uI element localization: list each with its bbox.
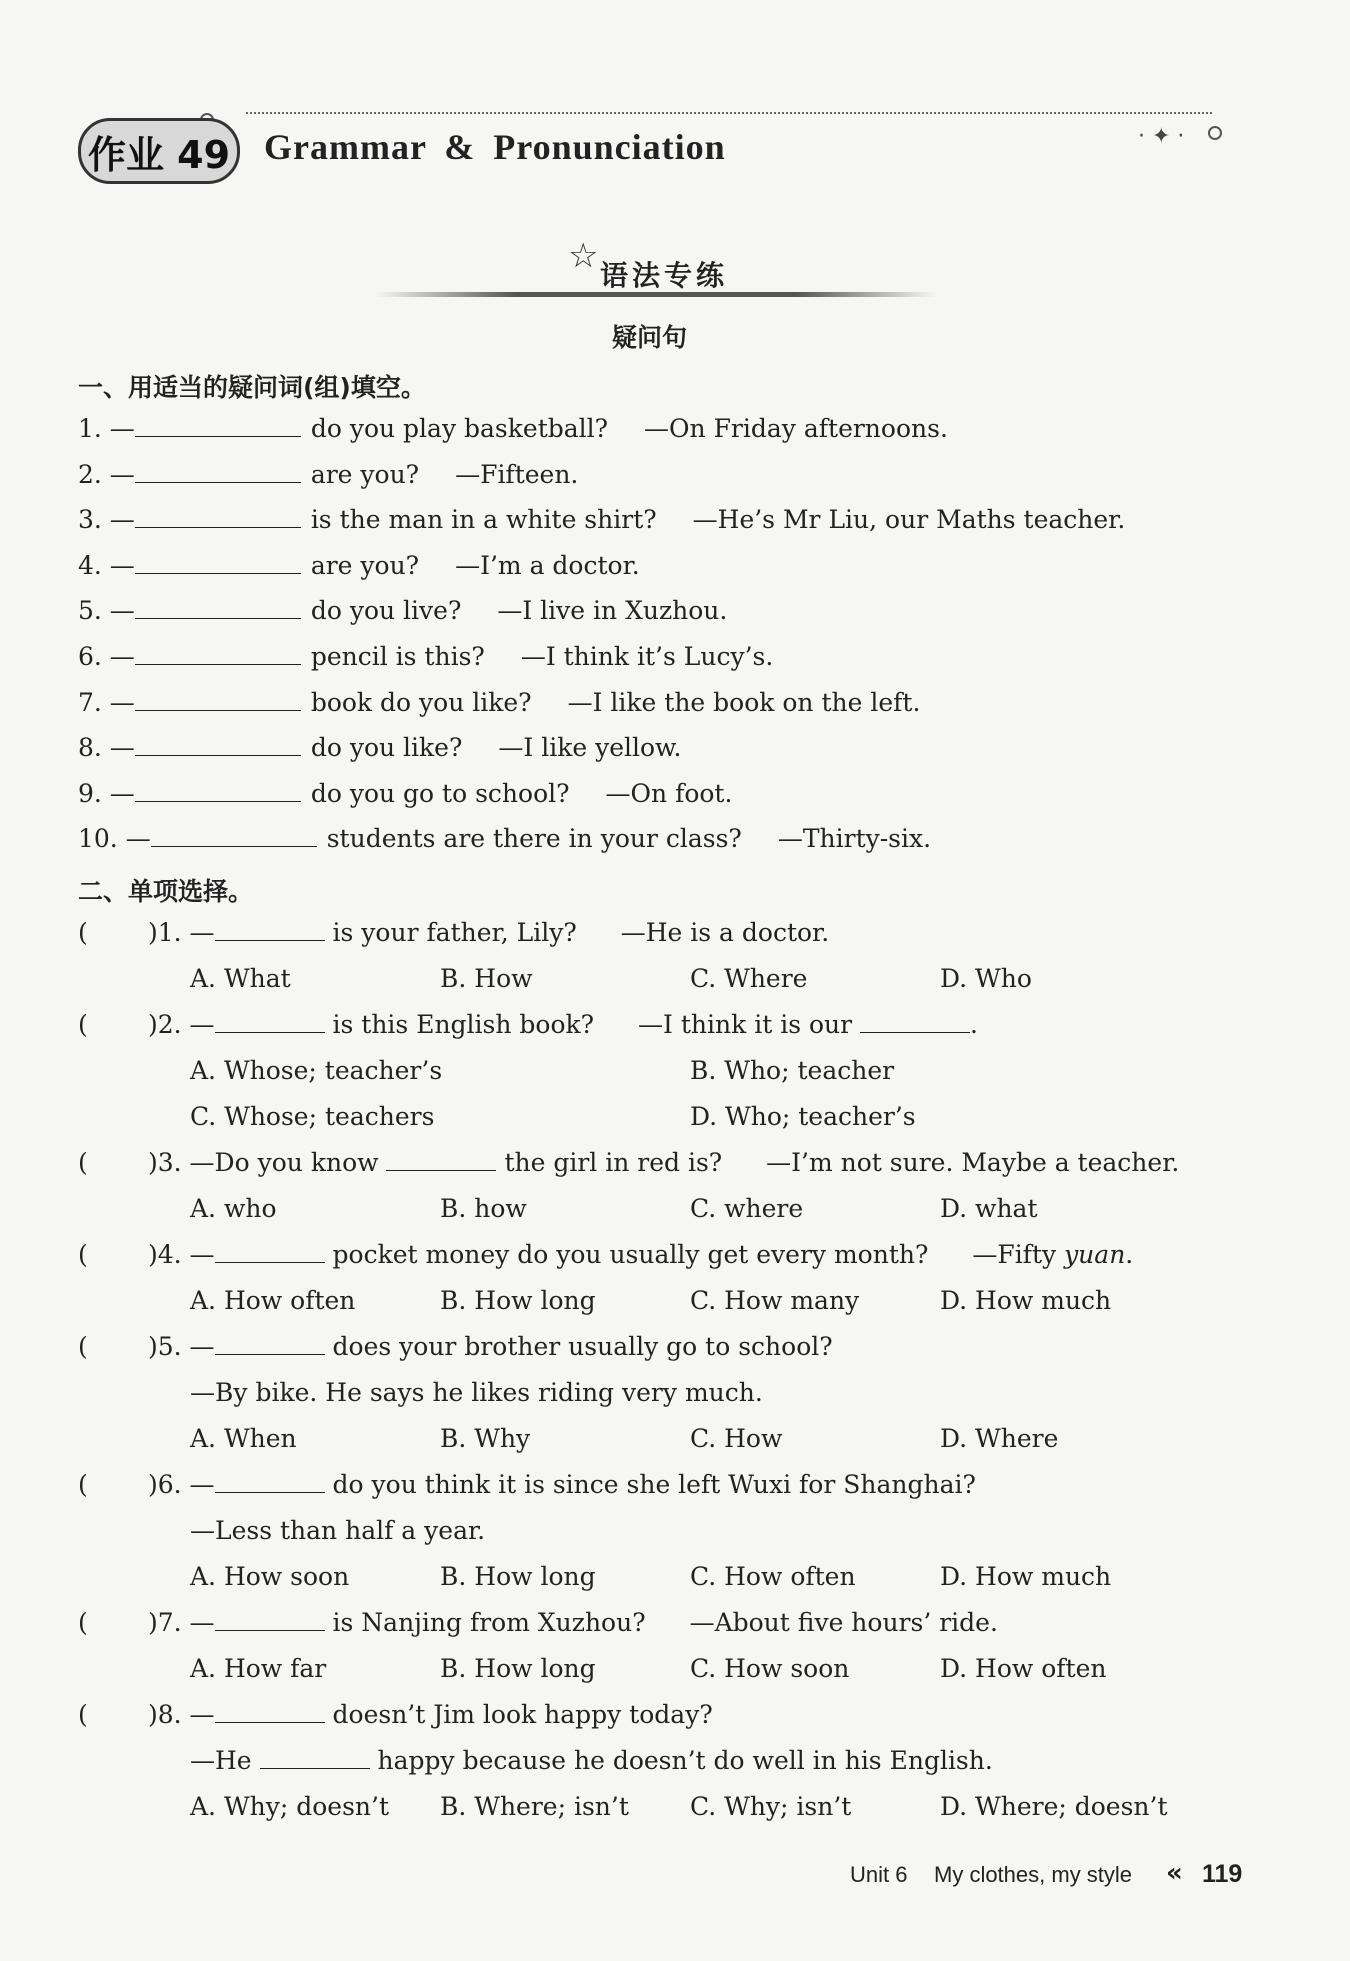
option-b: B. Where; isn’t (440, 1792, 629, 1821)
fill-blank-item (78, 688, 920, 717)
item-answer: —I think it’s Lucy’s. (520, 642, 774, 671)
part1-heading: 一、用适当的疑问词(组)填空。 (78, 373, 426, 402)
item-answer: —He’s Mr Liu, our Maths teacher. (692, 505, 1126, 534)
option-a: A. When (190, 1424, 297, 1453)
answer-blank[interactable] (151, 824, 317, 847)
answer-blank[interactable] (135, 688, 301, 711)
fill-blank-item (78, 505, 1125, 534)
option-a: A. What (190, 964, 291, 993)
question-stem: the girl in red is? (504, 1148, 723, 1177)
item-number: 3. — (78, 505, 135, 534)
fill-blank-item (78, 414, 948, 443)
answer-blank[interactable] (215, 1010, 325, 1033)
item-question: do you play basketball? (310, 414, 609, 443)
option-c: C. Where (690, 964, 808, 993)
item-number: 7. — (78, 688, 135, 717)
option-b: B. how (440, 1194, 527, 1223)
fill-blank-item (78, 824, 931, 853)
option-d: D. Where; doesn’t (940, 1792, 1168, 1821)
answer-paren: ( (78, 1240, 88, 1269)
option-a: A. How often (190, 1286, 356, 1315)
answer-blank[interactable] (215, 1608, 325, 1631)
item-number: 2. — (78, 460, 135, 489)
answer-blank[interactable] (215, 1240, 325, 1263)
currency-word: yuan (1064, 1240, 1126, 1269)
page-title: Grammar & Pronunciation (264, 127, 726, 167)
mc-question-7 (148, 1608, 998, 1637)
punctuation: . (1125, 1240, 1134, 1269)
part2-heading: 二、单项选择。 (78, 877, 254, 906)
mc-question-2 (148, 1010, 978, 1039)
item-answer: —I live in Xuzhou. (497, 596, 728, 625)
item-question: do you go to school? (310, 779, 570, 808)
option-d: D. How much (940, 1286, 1112, 1315)
answer-blank[interactable] (135, 460, 301, 483)
item-question: are you? (310, 460, 420, 489)
answer-paren: ( (78, 1470, 88, 1499)
question-stem: pocket money do you usually get every month? (332, 1240, 929, 1269)
sparkle-icon: · ✦ · (1138, 124, 1185, 149)
option-c: C. Why; isn’t (690, 1792, 852, 1821)
option-a: A. How soon (190, 1562, 350, 1591)
item-question: pencil is this? (310, 642, 485, 671)
option-d: D. what (940, 1194, 1038, 1223)
item-answer: —Fifteen. (455, 460, 579, 489)
mc-question-1 (148, 918, 829, 947)
answer-blank[interactable] (135, 551, 301, 574)
answer-paren: ( (78, 918, 88, 947)
option-d: D. Where (940, 1424, 1059, 1453)
option-c: C. How soon (690, 1654, 850, 1683)
question-number: )5. — (148, 1332, 215, 1361)
footer-title: My clothes, my style (934, 1862, 1133, 1887)
option-d: D. Who; teacher’s (690, 1102, 916, 1131)
chevron-left-icon: « (1166, 1858, 1183, 1888)
question-stem: is your father, Lily? (332, 918, 577, 947)
answer-blank[interactable] (135, 505, 301, 528)
answer-blank[interactable] (215, 918, 325, 941)
answer-blank[interactable] (135, 596, 301, 619)
item-number: 10. — (78, 824, 151, 853)
question-stem: doesn’t Jim look happy today? (332, 1700, 713, 1729)
option-b: B. Why (440, 1424, 531, 1453)
fill-blank-item (78, 642, 773, 671)
question-stem: does your brother usually go to school? (332, 1332, 833, 1361)
mc-question-8 (148, 1700, 713, 1729)
item-answer: —I like the book on the left. (567, 688, 921, 717)
question-reply (190, 1746, 993, 1775)
option-b: B. How long (440, 1562, 596, 1591)
option-c: C. Whose; teachers (190, 1102, 435, 1131)
question-number: )8. — (148, 1700, 215, 1729)
answer-blank[interactable] (260, 1746, 370, 1769)
item-question: do you live? (310, 596, 462, 625)
option-b: B. How long (440, 1286, 596, 1315)
option-c: C. where (690, 1194, 804, 1223)
item-answer: —Thirty-six. (777, 824, 932, 853)
answer-blank[interactable] (215, 1470, 325, 1493)
question-number: )1. — (148, 918, 215, 947)
page-number: 119 (1202, 1860, 1243, 1888)
reply-text: happy because he doesn’t do well in his English. (377, 1746, 993, 1775)
header-dotted-line (246, 112, 1212, 114)
fill-blank-item (78, 733, 681, 762)
question-reply: —Fifty (972, 1240, 1057, 1269)
item-answer: —On foot. (605, 779, 733, 808)
answer-paren: ( (78, 1700, 88, 1729)
mc-question-3 (148, 1148, 1179, 1177)
question-number: )2. — (148, 1010, 215, 1039)
answer-paren: ( (78, 1148, 88, 1177)
question-stem: is Nanjing from Xuzhou? (332, 1608, 646, 1637)
question-stem: do you think it is since she left Wuxi for Shanghai? (332, 1470, 976, 1499)
option-a: A. Why; doesn’t (190, 1792, 390, 1821)
item-question: book do you like? (310, 688, 532, 717)
item-number: 4. — (78, 551, 135, 580)
section-subtitle: 疑问句 (612, 323, 688, 352)
item-answer: —I’m a doctor. (455, 551, 640, 580)
answer-blank[interactable] (135, 733, 301, 756)
option-c: C. How often (690, 1562, 856, 1591)
option-c: C. How many (690, 1286, 860, 1315)
fill-blank-item (78, 779, 732, 808)
item-number: 8. — (78, 733, 135, 762)
item-answer: —I like yellow. (498, 733, 682, 762)
punctuation: . (970, 1010, 978, 1039)
question-number: )4. — (148, 1240, 215, 1269)
item-question: is the man in a white shirt? (310, 505, 657, 534)
answer-blank[interactable] (135, 642, 301, 665)
question-reply: —Less than half a year. (190, 1516, 486, 1545)
question-reply: —He is a doctor. (620, 918, 830, 947)
question-stem: is this English book? (332, 1010, 595, 1039)
fill-blank-item (78, 551, 640, 580)
answer-paren: ( (78, 1010, 88, 1039)
answer-paren: ( (78, 1608, 88, 1637)
option-a: A. How far (190, 1654, 327, 1683)
assignment-badge: 作业 49 (78, 118, 240, 184)
question-reply: —By bike. He says he likes riding very much. (190, 1378, 763, 1407)
reply-prefix: —He (190, 1746, 252, 1775)
answer-paren: ( (78, 1332, 88, 1361)
section-banner: 语法专练 (600, 259, 729, 292)
item-question: do you like? (310, 733, 463, 762)
question-reply: —About five hours’ ride. (689, 1608, 998, 1637)
answer-blank[interactable] (860, 1010, 970, 1033)
question-reply: —I’m not sure. Maybe a teacher. (766, 1148, 1180, 1177)
fill-blank-item (78, 596, 727, 625)
question-number: )3. —Do you know (148, 1148, 379, 1177)
question-reply: —I think it is our (638, 1010, 853, 1039)
question-number: )7. — (148, 1608, 215, 1637)
mc-question-5 (148, 1332, 833, 1361)
item-number: 6. — (78, 642, 135, 671)
item-number: 9. — (78, 779, 135, 808)
answer-blank[interactable] (135, 414, 301, 437)
option-b: B. How (440, 964, 533, 993)
mc-question-6 (148, 1470, 976, 1499)
item-answer: —On Friday afternoons. (644, 414, 948, 443)
item-number: 5. — (78, 596, 135, 625)
option-a: A. Whose; teacher’s (190, 1056, 443, 1085)
star-icon: ☆ (568, 236, 599, 276)
item-number: 1. — (78, 414, 135, 443)
option-b: B. How long (440, 1654, 596, 1683)
option-d: D. How much (940, 1562, 1112, 1591)
answer-blank[interactable] (135, 779, 301, 802)
answer-blank[interactable] (215, 1700, 325, 1723)
question-number: )6. — (148, 1470, 215, 1499)
answer-blank[interactable] (386, 1148, 496, 1171)
fill-blank-item (78, 460, 578, 489)
section-divider (376, 292, 936, 297)
item-question: are you? (310, 551, 420, 580)
option-d: D. Who (940, 964, 1032, 993)
footer-unit: Unit 6 (850, 1862, 908, 1887)
option-c: C. How (690, 1424, 783, 1453)
answer-blank[interactable] (215, 1332, 325, 1355)
option-d: D. How often (940, 1654, 1107, 1683)
header-ornament-end (1208, 126, 1222, 140)
item-question: students are there in your class? (326, 824, 742, 853)
option-a: A. who (190, 1194, 277, 1223)
mc-question-4 (148, 1240, 1133, 1269)
option-b: B. Who; teacher (690, 1056, 895, 1085)
